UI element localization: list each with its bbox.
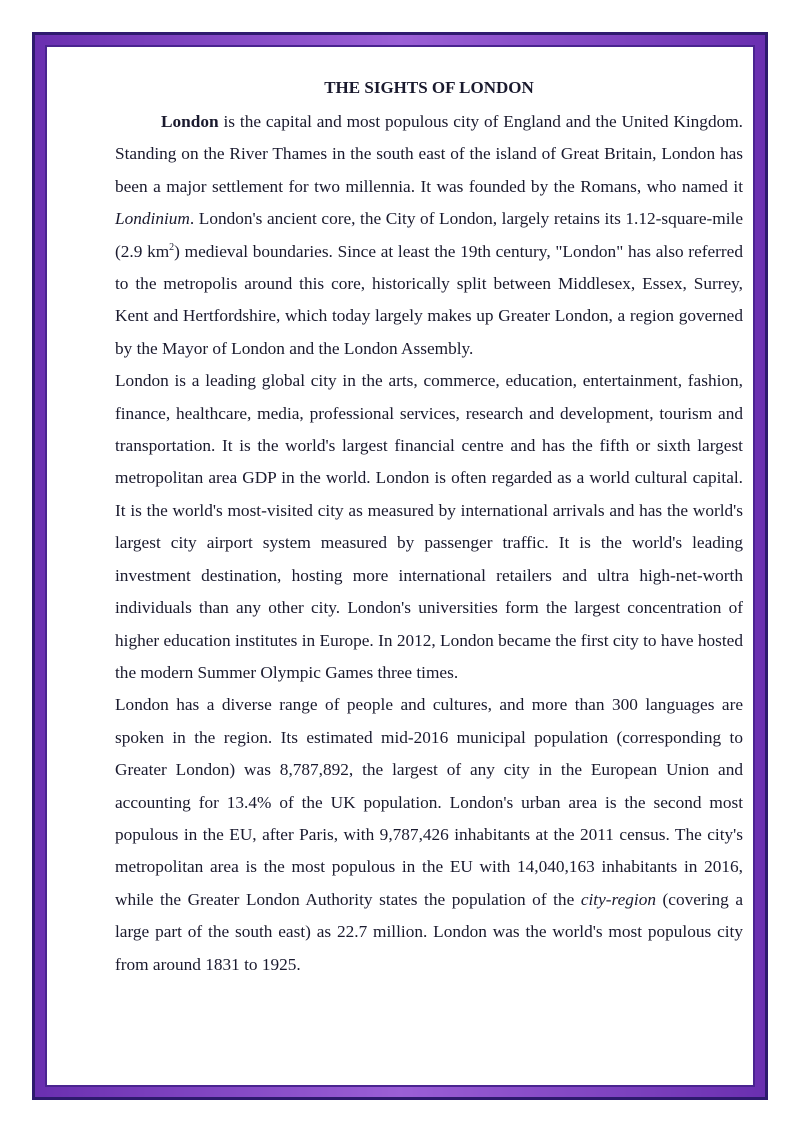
paragraph-3-emphasis: city-region [580, 889, 656, 909]
paragraph-2: London is a leading global city in the arts, commerce, education, entertainment, fashion, finance, healthcare, media, professional services, research and development, tourism and transportation. It is the world's largest financial centre and has the fifth or sixth largest metropolitan area GDP in the world. London is often regarded as a world cultural capital. It is the world's most-visited city as measured by international arrivals and has the world's largest city airport system measured by passenger traffic. It is the world's leading investment destination, hosting more international retailers and ultra high-net-worth individuals than any other city. London's universities form the largest concentration of higher education institutes in Europe. In 2012, London became the first city to have hosted the modern Summer Olympic Games three times. [115, 371, 743, 682]
paragraph-3-text-b: (covering a large part of the south east) as 22.7 million. London was the world's most populous city from around 1831 to 1925. [115, 889, 743, 974]
paragraph-1-text-b: . London's ancient core, the City of London, largely retains its 1.12-square-mile (2.9 km [115, 209, 743, 261]
paragraph-3-text-a: London has a diverse range of people and cultures, and more than 300 languages are spoken in the region. Its estimated mid-2016 municipal population (corresponding to Greater London) was 8,787,892, the largest of any city in the European Union and accounting for 13.4% of the UK population. London's urban area is the second most populous in the EU, after Paris, with 9,787,426 inhabitants at the 2011 census. The city's metropolitan area is the most populous in the EU with 14,040,163 inhabitants in 2016, while the Greater London Authority states the population of the [115, 695, 743, 909]
superscript-2: 2 [169, 241, 175, 253]
paragraph-3 [115, 689, 743, 981]
paragraph-1 [115, 106, 743, 365]
paragraph-1-lead: London [161, 112, 219, 131]
page-title: THE SIGHTS OF LONDON [324, 78, 534, 97]
document-body [115, 74, 743, 981]
paragraph-1-text-c: ) medieval boundaries. Since at least the 19th century, "London" has also referred to the metropolis around this core, historically split between Middlesex, Essex, Surrey, Kent and Hertfordshire, which today largely makes up Greater London, a region governed by the Mayor of London and the London Assembly. [115, 241, 743, 358]
paragraph-1-emphasis: Londinium [115, 209, 190, 229]
paragraph-1-text-a: is the capital and most populous city of England and the United Kingdom. Standing on the River Thames in the south east of the island of Great Britain, London has been a major settlement for two millennia. It was founded by the Romans, who named it [115, 112, 743, 196]
